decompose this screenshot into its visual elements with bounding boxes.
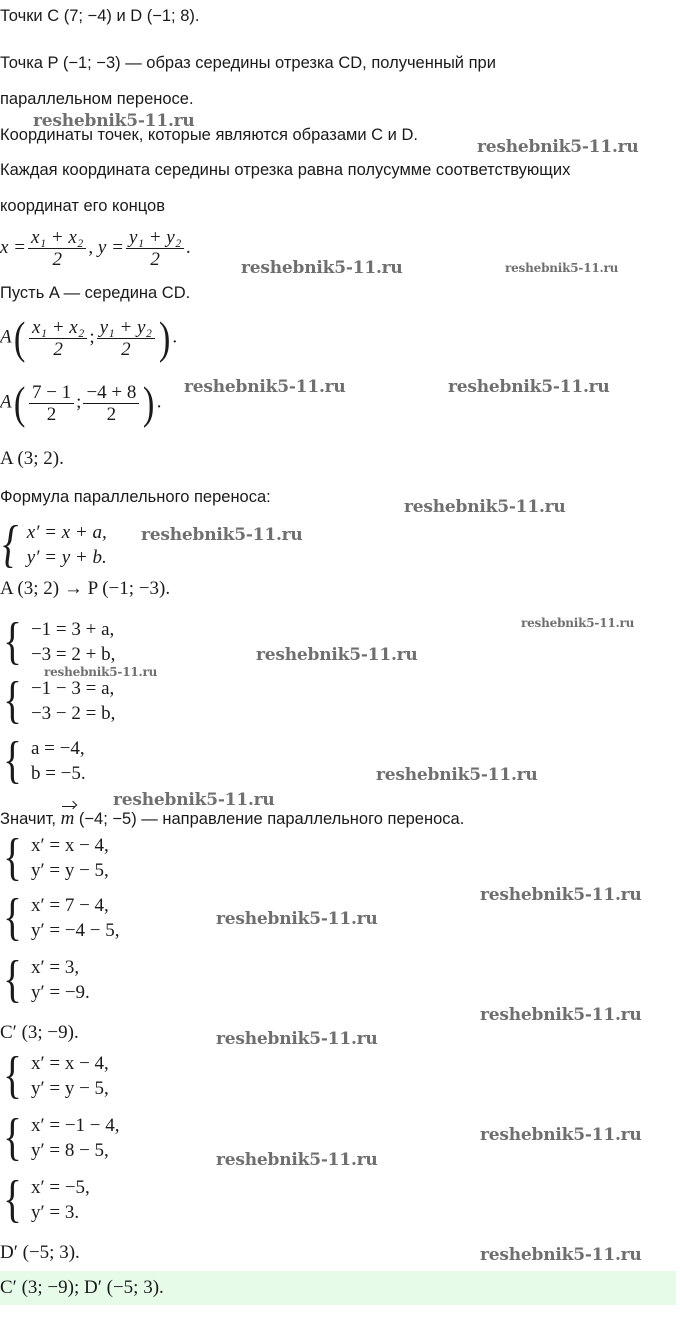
mapping-a-to-p: A (3; 2) → P (−1; −3).: [0, 578, 171, 599]
watermark: reshebnik5-11.ru: [33, 111, 195, 131]
problem-statement-line-1: Точка P (−1; −3) — образ середины отрезка CD, полученный при: [0, 54, 496, 72]
watermark: reshebnik5-11.ru: [141, 525, 303, 545]
system-d-substituted: { x′ = −1 − 4, y′ = 8 − 5,: [3, 1108, 120, 1166]
translation-direction: Значит, m (−4; −5) — направление параллельного переноса.: [0, 808, 465, 829]
translation-formula-label: Формула параллельного переноса:: [0, 488, 271, 506]
point-c-prime: C′ (3; −9).: [0, 1022, 79, 1043]
watermark: reshebnik5-11.ru: [256, 645, 418, 665]
given-points: Точки C (7; −4) и D (−1; 8).: [0, 7, 200, 25]
point-d-prime: D′ (−5; 3).: [0, 1242, 80, 1263]
system-translation-formula: { x′ = x + a, y′ = y + b.: [2, 515, 107, 573]
watermark: reshebnik5-11.ru: [216, 909, 378, 929]
system-d-result: { x′ = −5, y′ = 3.: [3, 1170, 90, 1228]
problem-statement-line-2: параллельном переносе.: [0, 90, 194, 108]
midpoint-substituted: A( $\frac{7 - 1}{2}$ ; $\frac{-4 + 8}{2}$ ) .: [0, 377, 162, 428]
watermark: reshebnik5-11.ru: [184, 377, 346, 397]
watermark: reshebnik5-11.ru: [480, 885, 642, 905]
watermark: reshebnik5-11.ru: [241, 258, 403, 278]
system-vector-values: { a = −4, b = −5.: [3, 731, 86, 789]
watermark: reshebnik5-11.ru: [521, 616, 635, 630]
watermark: reshebnik5-11.ru: [477, 137, 639, 157]
watermark: reshebnik5-11.ru: [480, 1005, 642, 1025]
watermark: reshebnik5-11.ru: [505, 261, 619, 275]
system-c-substituted: { x′ = 7 − 4, y′ = −4 − 5,: [3, 888, 120, 946]
system-substitution: { −1 = 3 + a, −3 = 2 + b,: [3, 612, 116, 670]
system-general-c: { x′ = x − 4, y′ = y − 5,: [3, 828, 109, 886]
watermark: reshebnik5-11.ru: [113, 790, 275, 810]
watermark: reshebnik5-11.ru: [216, 1029, 378, 1049]
system-c-result: { x′ = 3, y′ = −9.: [3, 950, 90, 1008]
watermark: reshebnik5-11.ru: [448, 377, 610, 397]
watermark: reshebnik5-11.ru: [44, 665, 158, 679]
system-rearranged: { −1 − 3 = a, −3 − 2 = b,: [3, 671, 116, 729]
rule-line-1: Каждая координата середины отрезка равна полусумме соответствующих: [0, 161, 571, 179]
midpoint-general: A( $\frac{\text{x₁ + x₂}}{2}$ ; $\frac{\text{y₁ + y₂}}{2}$ ) .: [0, 312, 178, 363]
midpoint-result: A (3; 2).: [0, 448, 64, 469]
rule-line-2: координат его концов: [0, 197, 165, 215]
watermark: reshebnik5-11.ru: [376, 765, 538, 785]
watermark: reshebnik5-11.ru: [404, 497, 566, 517]
system-general-d: { x′ = x − 4, y′ = y − 5,: [3, 1046, 109, 1104]
let-a-midpoint: Пусть A — середина CD.: [0, 284, 191, 302]
watermark: reshebnik5-11.ru: [480, 1245, 642, 1265]
answer-box: [0, 1271, 676, 1305]
midpoint-formula: x = $\frac{\text{x₁ + x₂}}{2}$ , y = $\frac{\text{y₁ + y₂}}{2}$ .: [0, 227, 192, 270]
answer-text: C′ (3; −9); D′ (−5; 3).: [0, 1277, 164, 1298]
watermark: reshebnik5-11.ru: [480, 1125, 642, 1145]
task-statement: Координаты точек, которые являются образами C и D.: [0, 126, 418, 144]
watermark: reshebnik5-11.ru: [216, 1150, 378, 1170]
